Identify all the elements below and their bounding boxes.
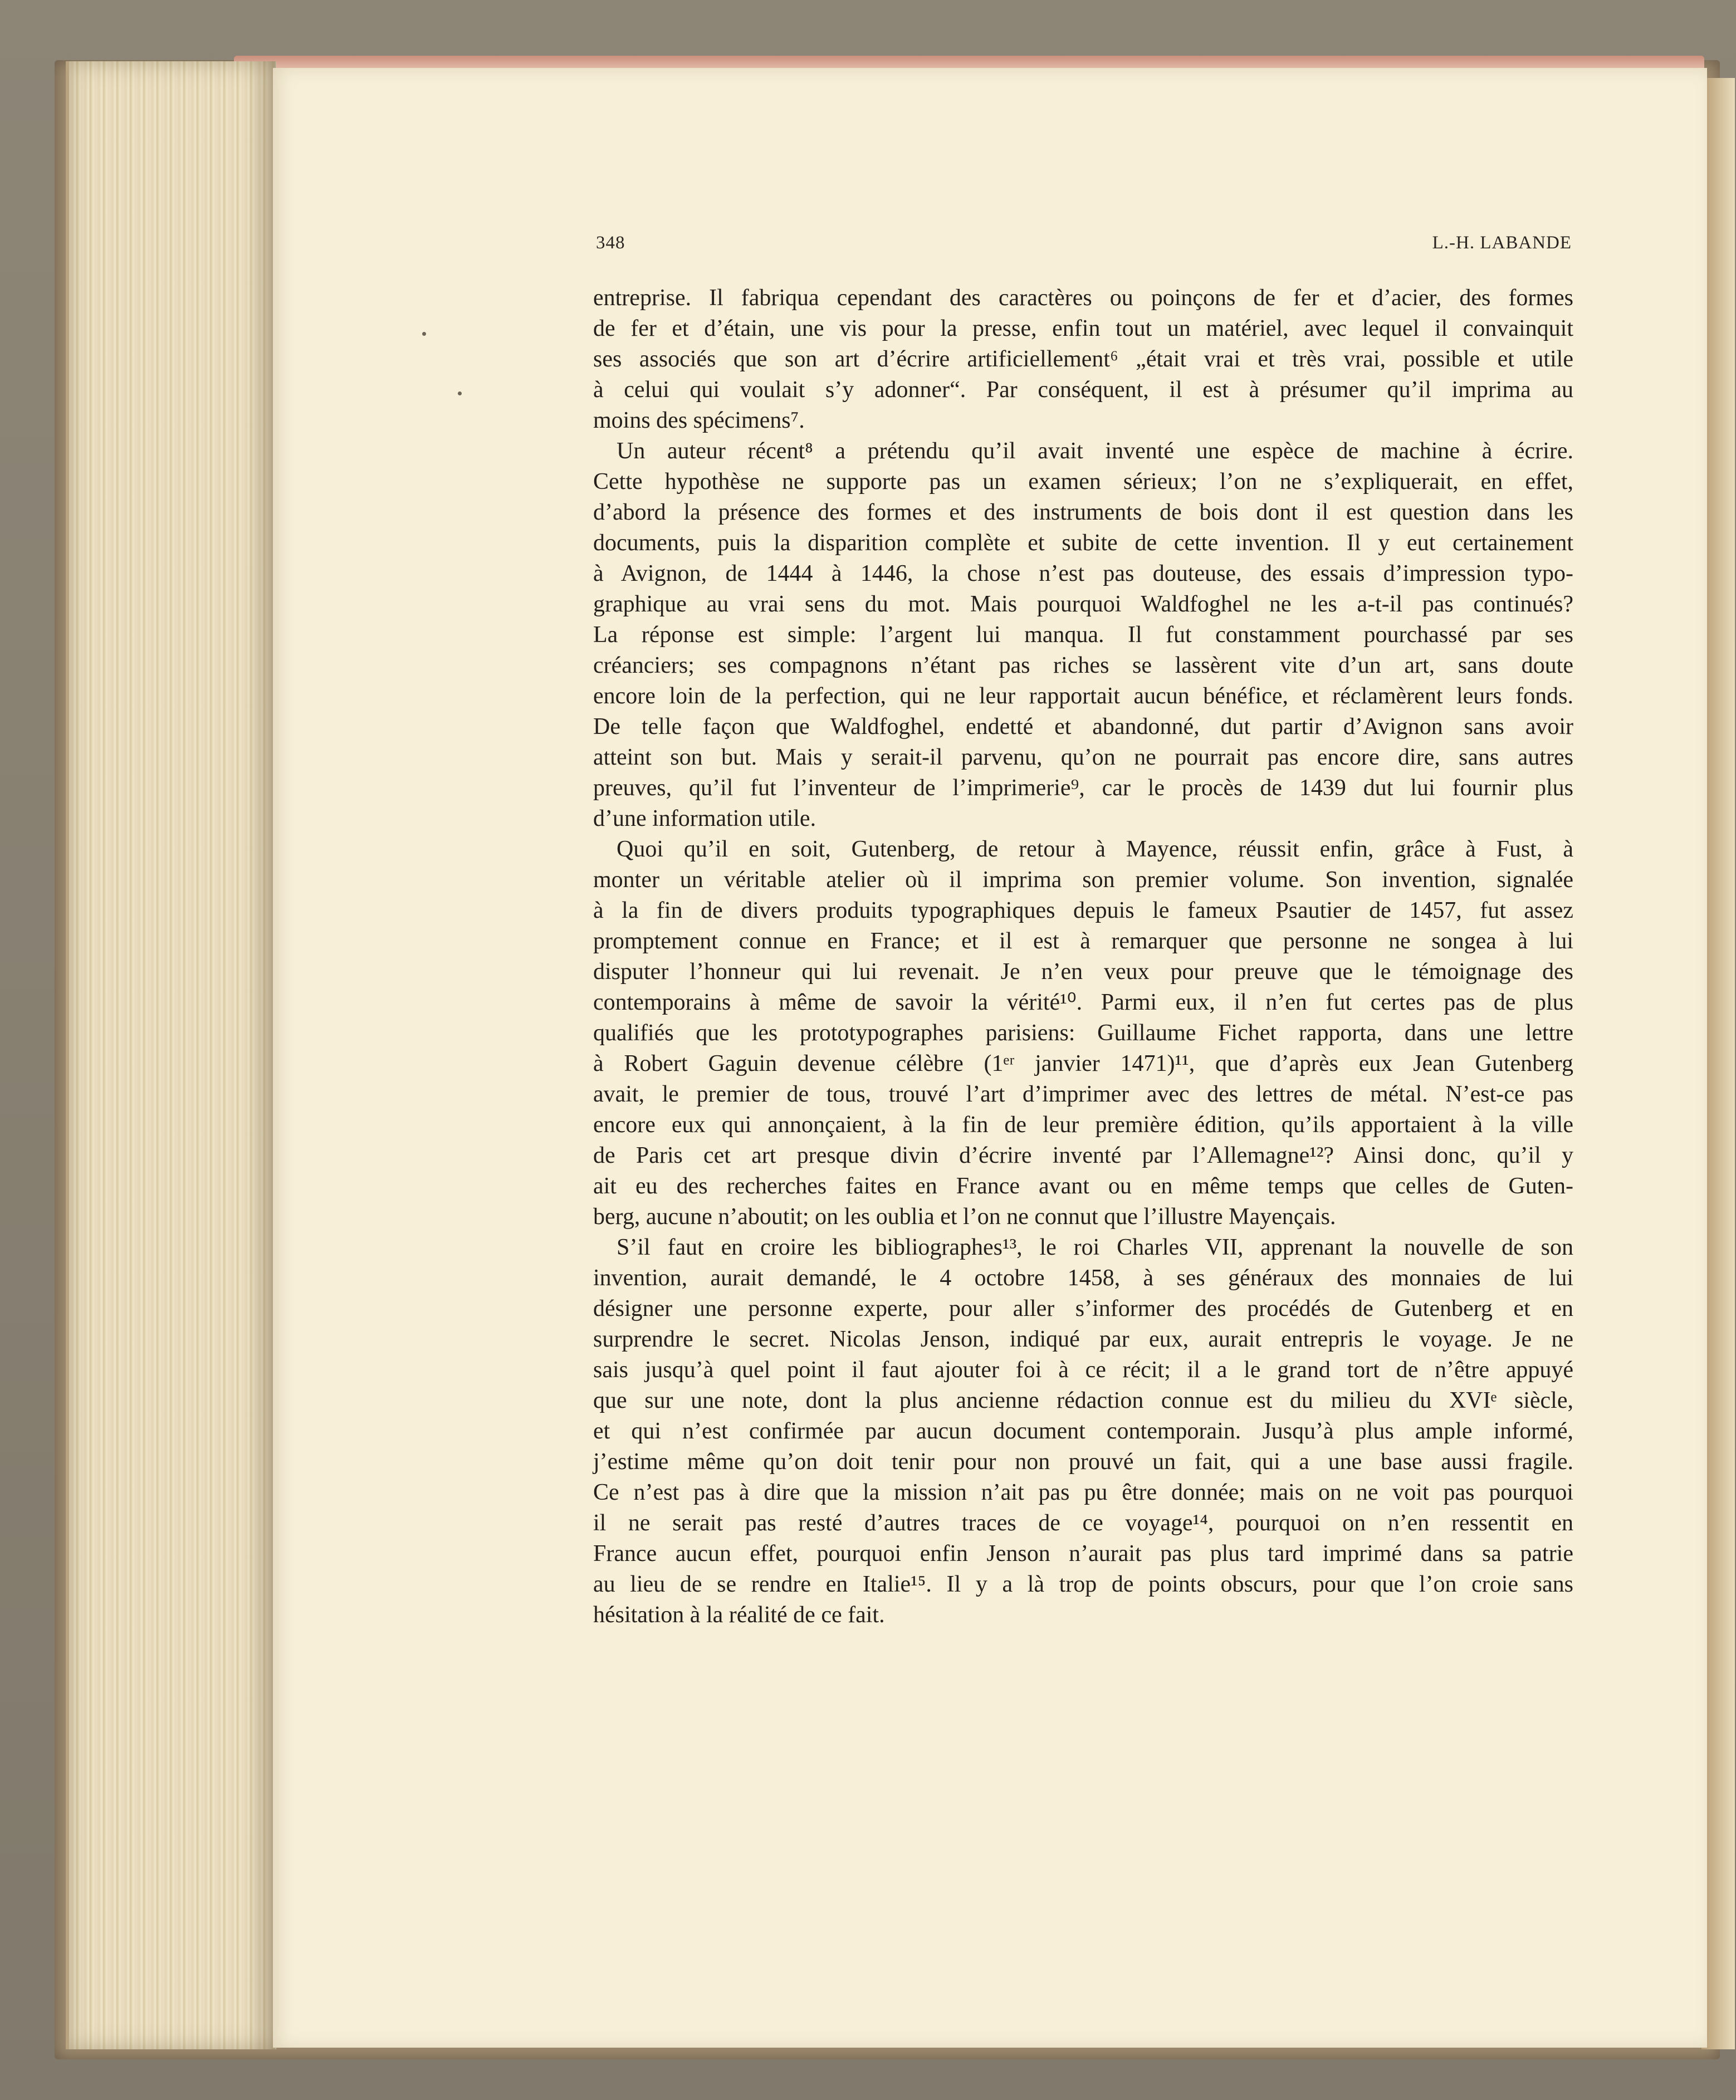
text-line: promptement connue en France; et il est à remarquer que personne ne songea à lui	[593, 928, 1573, 954]
text-line: de fer et d’étain, une vis pour la presse, enfin tout un matériel, avec lequel il convainquit	[593, 316, 1573, 341]
body-text	[593, 283, 1573, 1631]
text-line: avait, le premier de tous, trouvé l’art d’imprimer avec des lettres de métal. N’est-ce pas	[593, 1081, 1573, 1107]
text-line: disputer l’honneur qui lui revenait. Je n’en veux pour preuve que le témoignage des	[593, 959, 1573, 985]
text-line: entreprise. Il fabriqua cependant des caractères ou poinçons de fer et d’acier, des formes	[593, 285, 1573, 311]
text-line: invention, aurait demandé, le 4 octobre 1458, à ses généraux des monnaies de lui	[593, 1265, 1573, 1291]
text-line: graphique au vrai sens du mot. Mais pourquoi Waldfoghel ne les a-t-il pas continués?	[593, 591, 1573, 617]
page-number: 348	[596, 233, 625, 253]
text-line: que sur une note, dont la plus ancienne rédaction connue est du milieu du XVIᵉ siècle,	[593, 1388, 1573, 1413]
running-head: L.-H. LABANDE	[1432, 233, 1572, 253]
text-line: atteint son but. Mais y serait-il parvenu, qu’on ne pourrait pas encore dire, sans autres	[593, 745, 1573, 770]
text-line: sais jusqu’à quel point il faut ajouter foi à ce récit; il a le grand tort de n’être appuyé	[593, 1357, 1573, 1383]
text-line: documents, puis la disparition complète et subite de cette invention. Il y eut certainement	[593, 530, 1573, 556]
text-line: créanciers; ses compagnons n’étant pas riches se lassèrent vite d’un art, sans doute	[593, 653, 1573, 678]
text-line: à Avignon, de 1444 à 1446, la chose n’est pas douteuse, des essais d’impression typo-	[593, 561, 1573, 586]
text-line: de Paris cet art presque divin d’écrire inventé par l’Allemagne¹²? Ainsi donc, qu’il y	[593, 1143, 1573, 1168]
text-line: il ne serait pas resté d’autres traces de ce voyage¹⁴, pourquoi on n’en ressentit en	[593, 1510, 1573, 1536]
text-line: Ce n’est pas à dire que la mission n’ait pas pu être donnée; mais on ne voit pas pourquoi	[593, 1480, 1573, 1505]
text-line: au lieu de se rendre en Italie¹⁵. Il y a là trop de points obscurs, pour que l’on croie sans	[593, 1572, 1573, 1597]
text-line: j’estime même qu’on doit tenir pour non prouvé un fait, qui a une base aussi fragile.	[593, 1449, 1573, 1475]
text-line: désigner une personne experte, pour aller s’informer des procédés de Gutenberg et en	[593, 1296, 1573, 1321]
text-line: preuves, qu’il fut l’inventeur de l’imprimerie⁹, car le procès de 1439 dut lui fournir plus	[593, 775, 1573, 801]
text-line: encore eux qui annonçaient, à la fin de leur première édition, qu’ils apportaient à la ville	[593, 1112, 1573, 1138]
text-line: ait eu des recherches faites en France avant ou en même temps que celles de Guten-	[593, 1173, 1573, 1199]
text-line: encore loin de la perfection, qui ne leur rapportait aucun bénéfice, et réclamèrent leurs fonds.	[593, 683, 1573, 709]
text-line: qualifiés que les prototypographes parisiens: Guillaume Fichet rapporta, dans une lettre	[593, 1020, 1573, 1046]
text-line: à la fin de divers produits typographiques depuis le fameux Psautier de 1457, fut assez	[593, 898, 1573, 923]
text-line: hésitation à la réalité de ce fait.	[593, 1602, 885, 1628]
text-line: moins des spécimens⁷.	[593, 408, 805, 433]
text-line: contemporains à même de savoir la vérité¹⁰. Parmi eux, il n’en fut certes pas de plus	[593, 990, 1573, 1015]
text-line: d’une information utile.	[593, 806, 816, 831]
text-line: à celui qui voulait s’y adonner“. Par conséquent, il est à présumer qu’il imprima au	[593, 377, 1573, 403]
text-line: et qui n’est confirmée par aucun document contemporain. Jusqu’à plus ample informé,	[593, 1418, 1573, 1444]
margin-dot	[422, 332, 426, 336]
text-line: De telle façon que Waldfoghel, endetté et abandonné, dut partir d’Avignon sans avoir	[593, 714, 1573, 740]
text-line: Quoi qu’il en soit, Gutenberg, de retour à Mayence, réussit enfin, grâce à Fust, à	[617, 836, 1573, 862]
text-line: à Robert Gaguin devenue célèbre (1ᵉʳ janvier 1471)¹¹, que d’après eux Jean Gutenberg	[593, 1051, 1573, 1076]
text-line: surprendre le secret. Nicolas Jenson, indiqué par eux, aurait entrepris le voyage. Je ne	[593, 1326, 1573, 1352]
page-header	[596, 233, 1572, 255]
text-line: S’il faut en croire les bibliographes¹³, le roi Charles VII, apprenant la nouvelle de son	[617, 1235, 1573, 1260]
text-line: La réponse est simple: l’argent lui manqua. Il fut constamment pourchassé par ses	[593, 622, 1573, 648]
text-line: France aucun effet, pourquoi enfin Jenson n’aurait pas plus tard imprimé dans sa patrie	[593, 1541, 1573, 1567]
gutter-shadow	[245, 61, 276, 2049]
text-line: ses associés que son art d’écrire artificiellement⁶ „était vrai et très vrai, possible et utile	[593, 346, 1573, 372]
text-line: monter un véritable atelier où il imprima son premier volume. Son invention, signalée	[593, 867, 1573, 893]
text-line: d’abord la présence des formes et des instruments de bois dont il est question dans les	[593, 500, 1573, 525]
text-line: Cette hypothèse ne supporte pas un examen sérieux; l’on ne s’expliquerait, en effet,	[593, 469, 1573, 495]
text-line: Un auteur récent⁸ a prétendu qu’il avait inventé une espèce de machine à écrire.	[617, 438, 1573, 464]
text-line: berg, aucune n’aboutit; on les oublia et l’on ne connut que l’illustre Mayençais.	[593, 1204, 1336, 1230]
margin-dot	[458, 391, 462, 395]
